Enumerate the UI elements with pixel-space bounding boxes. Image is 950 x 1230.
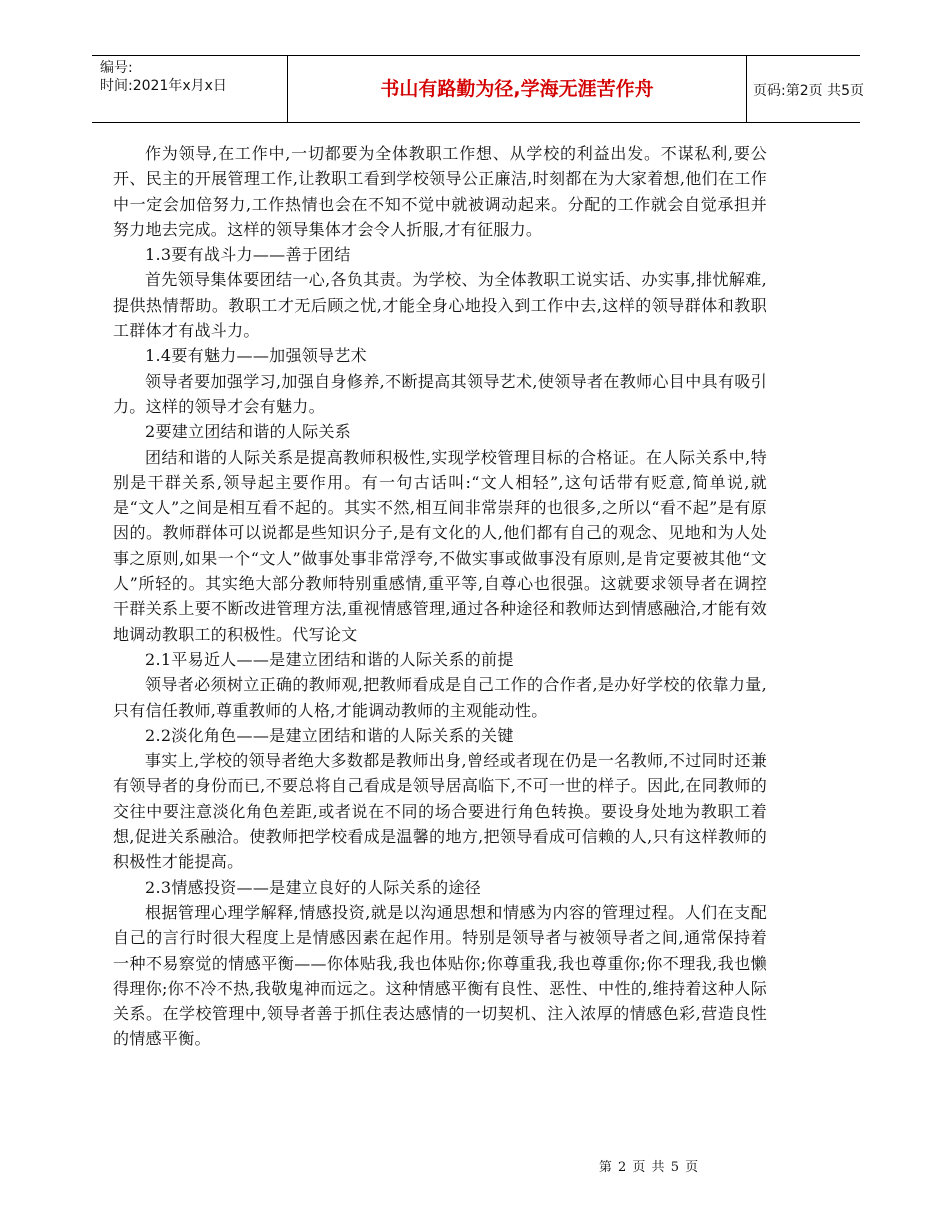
header-page-info [745, 56, 864, 122]
paragraph: 作为领导,在工作中,一切都要为全体教职工作想、从学校的利益出发。不谋私利,要公开、民主的开展管理工作,让教职工看到学校领导公正廉洁,时刻都在为大家着想,他们在工作中一定会加倍努力,工作热情也会在不知不觉中就被调动起来。分配的工作就会自觉承担并努力地去完成。这样的领导集体才会令人折服,才有征服力。 [113, 144, 767, 239]
section-heading: 1.4要有魅力——加强领导艺术 [145, 346, 367, 366]
document-body [113, 141, 767, 1052]
paragraph: 首先领导集体要团结一心,各负其责。为学校、为全体教职工说实话、办实事,排忧解难,提供热情帮助。教职工才无后顾之忧,才能全身心地投入到工作中去,这样的领导群体和教职工群体才有战斗力。 [113, 270, 767, 341]
section-heading: 2要建立团结和谐的人际关系 [145, 422, 352, 442]
time-label: 时间:2021年x月x日 [100, 78, 227, 94]
code-label: 编号: [100, 60, 133, 76]
page-info-text: 页码:第2页 共5页 [753, 83, 864, 99]
motto-text: 书山有路勤为径,学海无涯苦作舟 [380, 77, 654, 100]
header-motto [287, 56, 747, 122]
section-heading: 1.3要有战斗力——善于团结 [145, 245, 351, 265]
page-footer [0, 1156, 950, 1175]
header-meta [92, 56, 287, 122]
page-header [92, 55, 864, 123]
paragraph: 团结和谐的人际关系是提高教师积极性,实现学校管理目标的合格证。在人际关系中,特别是干群关系,领导起主要作用。有一句古话叫:“文人相轻”,这句话带有贬意,简单说,就是“文人”之间是相互看不起的。其实不然,相互间非常崇拜的也很多,之所以“看不起”是有原因的。教师群体可以说都是些知识分子,是有文化的人,他们都有自己的观念、见地和为人处事之原则,如果一个“文人”做事处事非常浮夸,不做实事或做事没有原则,是肯定要被其他“文人”所轻的。其实绝大部分教师特别重感情,重平等,自尊心也很强。这就要求领导者在调控干群关系上要不断改进管理方法,重视情感管理,通过各种途径和教师达到情感融洽,才能有效地调动教职工的积极性。代写论文 [113, 447, 767, 644]
paragraph: 领导者要加强学习,加强自身修养,不断提高其领导艺术,使领导者在教师心目中具有吸引力。这样的领导才会有魅力。 [113, 371, 767, 416]
section-heading: 2.1平易近人——是建立团结和谐的人际关系的前提 [145, 649, 514, 669]
paragraph: 领导者必须树立正确的教师观,把教师看成是自己工作的合作者,是办好学校的依靠力量,只有信任教师,尊重教师的人格,才能调动教师的主观能动性。 [113, 675, 767, 720]
paragraph: 事实上,学校的领导者绝大多数都是教师出身,曾经或者现在仍是一名教师,不过同时还兼有领导者的身份而已,不要总将自己看成是领导居高临下,不可一世的样子。因此,在同教师的交往中要注意淡化角色差距,或者说在不同的场合要进行角色转换。要设身处地为教职工着想,促进关系融洽。使教师把学校看成是温馨的地方,把领导看成可信赖的人,只有这样教师的积极性才能提高。 [113, 751, 767, 872]
section-heading: 2.2淡化角色——是建立团结和谐的人际关系的关键 [145, 725, 514, 745]
paragraph: 根据管理心理学解释,情感投资,就是以沟通思想和情感为内容的管理过程。人们在支配自己的言行时很大程度上是情感因素在起作用。特别是领导者与被领导者之间,通常保持着一种不易察觉的情感平衡——你体贴我,我也体贴你;你尊重我,我也尊重你;你不理我,我也懒得理你;你不冷不热,我敬鬼神而远之。这种情感平衡有良性、恶性、中性的,维持着这种人际关系。在学校管理中,领导者善于抓住表达感情的一切契机、注入浓厚的情感色彩,营造良性的情感平衡。 [113, 902, 767, 1049]
footer-page-number: 第 2 页 共 5 页 [598, 1160, 700, 1175]
section-heading: 2.3情感投资——是建立良好的人际关系的途径 [145, 877, 482, 897]
